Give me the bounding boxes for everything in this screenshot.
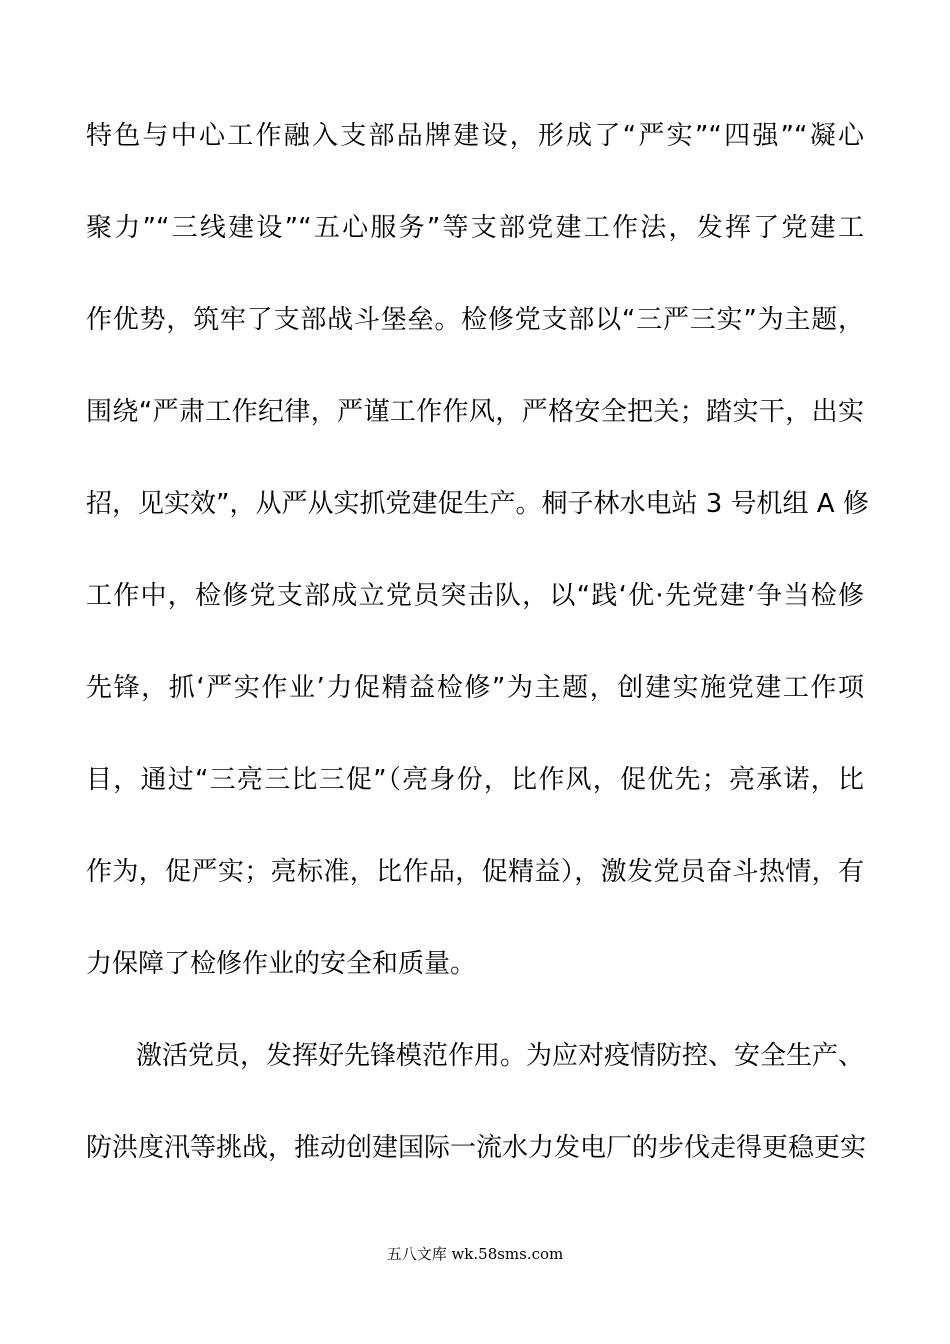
body-text-line: 招，见实效”，从严从实抓党建促生产。桐子林水电站 3 号机组 A 修 [86, 489, 869, 519]
body-text-line-last: 力保障了检修作业的安全和质量。 [86, 949, 477, 979]
page-footer-watermark: 五八文库 wk.58sms.com [386, 1245, 564, 1263]
body-text-line: 作优势，筑牢了支部战斗堡垒。检修党支部以“三严三实”为主题， [86, 305, 864, 335]
body-text-line: 防洪度汛等挑战，推动创建国际一流水力发电厂的步伐走得更稳更实 [86, 1133, 867, 1163]
body-text-line: 目，通过“三亮三比三促”（亮身份，比作风，促优先；亮承诺，比 [86, 765, 864, 795]
body-text-line: 围绕“严肃工作纪律，严谨工作作风，严格安全把关；踏实干，出实 [86, 397, 864, 427]
body-text-line: 聚力”“三线建设”“五心服务”等支部党建工作法，发挥了党建工 [86, 213, 864, 243]
body-text-line: 特色与中心工作融入支部品牌建设，形成了“严实”“四强”“凝心 [86, 121, 864, 151]
body-text-line: 先锋，抓‘严实作业’力促精益检修”为主题，创建实施党建工作项 [86, 673, 864, 703]
body-text-line: 工作中，检修党支部成立党员突击队，以“践‘优·先党建’争当检修 [86, 581, 864, 611]
body-text-line: 作为，促严实；亮标准，比作品，促精益），激发党员奋斗热情，有 [86, 857, 864, 887]
paragraph-heading-line: 激活党员，发挥好先锋模范作用。为应对疫情防控、安全生产、 [136, 1041, 865, 1071]
